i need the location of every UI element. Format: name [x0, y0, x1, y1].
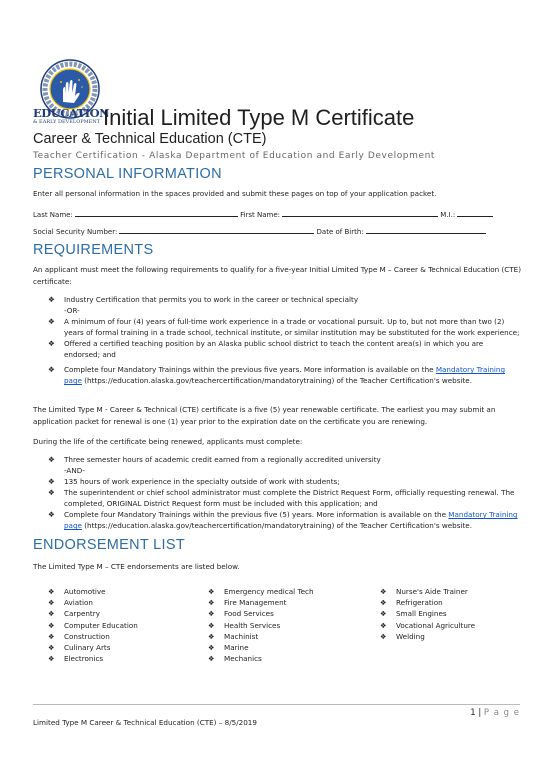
list-item: ❖ Complete four Mandatory Trainings within the previous five years. More information is available on the Mandatory Training page (https://education.alaska.gov/teachercertification/mandatorytraining) of the Teacher Certification's website.	[48, 365, 506, 385]
department-name: Teacher Certification - Alaska Department of Education and Early Development	[33, 151, 436, 161]
list-item: ❖ A minimum of four (4) years of full-time work experience in a trade or vocational pursuit. Up to, but not more than two (2) years of formal training in a trade school, technical institute, or similar institution may be substituted for the work experience;	[48, 317, 520, 337]
renewal-during-intro: During the life of the certificate being renewed, applicants must complete:	[33, 437, 303, 446]
requirements-list	[48, 294, 520, 386]
ssn-label: Social Security Number:	[33, 228, 118, 236]
bullet-icon: ❖	[48, 510, 55, 519]
endorsement-column-1	[48, 586, 208, 664]
mandatory-training-link[interactable]: Mandatory Training page	[64, 365, 506, 385]
middle-initial-field[interactable]	[457, 209, 493, 217]
dob-field[interactable]	[366, 226, 486, 234]
page-subtitle: Career & Technical Education (CTE)	[33, 131, 267, 147]
department-logo	[33, 108, 109, 125]
bullet-icon: ❖	[48, 609, 55, 619]
endorsement-heading: ENDORSEMENT LIST	[33, 537, 185, 553]
renewal-paragraph: The Limited Type M - Career & Technical (CTE) certificate is a five (5) year renewable certificate. The earliest you may submit an application packet for renewal is one (1) year prior to the expiration date on the certificate you are renewing.	[33, 405, 496, 426]
bullet-icon: ❖	[208, 654, 215, 664]
mandatory-training-link-renewal[interactable]: Mandatory Training page	[64, 510, 518, 530]
footer-divider	[33, 704, 520, 705]
bullet-icon: ❖	[48, 477, 55, 486]
bullet-icon: ❖	[48, 598, 55, 608]
bullet-icon: ❖	[208, 620, 215, 630]
personal-info-instructions: Enter all personal information in the spaces provided and submit these pages on top of your application packet.	[33, 189, 437, 198]
endorsement-item: ❖ Emergency medical Tech	[208, 587, 314, 596]
last-name-label: Last Name:	[33, 211, 73, 219]
endorsement-item: ❖ Machinist	[208, 631, 259, 641]
list-item: ❖ 135 hours of work experience in the specialty outside of work with students;	[48, 477, 340, 486]
page-number: 1 | P a g e	[470, 708, 520, 718]
endorsement-item: ❖ Construction	[48, 631, 110, 641]
endorsement-item: ❖ Marine	[208, 643, 249, 653]
bullet-icon: ❖	[48, 365, 55, 374]
last-name-field[interactable]	[75, 209, 238, 217]
endorsement-item: ❖ Health Services	[208, 620, 281, 630]
endorsement-item: ❖ Electronics	[48, 654, 104, 664]
endorsement-item: ❖ Fire Management	[208, 598, 287, 608]
and-separator: -AND-	[64, 466, 85, 475]
bullet-icon: ❖	[380, 587, 387, 596]
page-title: Initial Limited Type M Certificate	[103, 105, 415, 130]
bullet-icon: ❖	[380, 631, 387, 641]
footer-document-info: Limited Type M Career & Technical Education (CTE) – 8/5/2019	[33, 718, 257, 727]
bullet-icon: ❖	[48, 631, 55, 641]
bullet-icon: ❖	[48, 587, 55, 596]
endorsement-item: ❖ Automotive	[48, 587, 106, 596]
first-name-label: First Name:	[240, 211, 281, 219]
endorsement-intro: The Limited Type M – CTE endorsements are listed below.	[33, 562, 240, 571]
logo-line-education: EDUCATION	[33, 106, 110, 120]
endorsement-column-2	[208, 586, 368, 664]
requirements-intro: An applicant must meet the following requirements to qualify for a five-year Initial Limited Type M – Career & Technical Education (CTE) certificate:	[33, 265, 522, 286]
endorsement-item: ❖ Computer Education	[48, 620, 138, 630]
bullet-icon: ❖	[48, 295, 55, 304]
list-item: ❖ Complete four Mandatory Trainings within the previous five (5) years. More information is available on the Mandatory Training page (https://education.alaska.gov/teachercertification/mandatorytraining) of the Teacher Certification's website.	[48, 510, 518, 530]
list-item: ❖ Industry Certification that permits you to work in the career or technical specialty	[48, 295, 359, 304]
personal-info-heading: PERSONAL INFORMATION	[33, 166, 222, 182]
bullet-icon: ❖	[380, 598, 387, 608]
id-fields-row	[33, 226, 523, 239]
list-item: ❖ Offered a certified teaching position by an Alaska public school district to teach the content area(s) in which you are endorsed; and	[48, 339, 484, 359]
or-separator: -OR-	[64, 306, 80, 315]
bullet-icon: ❖	[380, 620, 387, 630]
first-name-field[interactable]	[282, 209, 438, 217]
endorsement-item: ❖ Mechanics	[208, 654, 262, 664]
bullet-icon: ❖	[48, 455, 55, 464]
endorsement-item: ❖ Refrigeration	[380, 598, 443, 608]
ssn-field[interactable]	[119, 226, 314, 234]
document-header	[33, 58, 533, 163]
endorsement-item: ❖ Food Services	[208, 609, 274, 619]
bullet-icon: ❖	[380, 609, 387, 619]
bullet-icon: ❖	[48, 339, 55, 348]
bullet-icon: ❖	[48, 317, 55, 326]
bullet-icon: ❖	[208, 609, 215, 619]
requirements-heading: REQUIREMENTS	[33, 242, 154, 258]
name-fields-row	[33, 209, 523, 222]
bullet-icon: ❖	[48, 620, 55, 630]
list-item: ❖ Three semester hours of academic credit earned from a regionally accredited university	[48, 455, 381, 464]
bullet-icon: ❖	[208, 631, 215, 641]
list-item: ❖ The superintendent or chief school administrator must complete the District Request Form, officially requesting renewal. The completed, ORIGINAL District Request form must be included with this application; and	[48, 488, 515, 508]
bullet-icon: ❖	[48, 654, 55, 664]
endorsement-item: ❖ Culinary Arts	[48, 643, 111, 653]
logo-line-development: & EARLY DEVELOPMENT	[33, 119, 101, 125]
endorsement-column-3	[380, 586, 540, 642]
endorsement-item: ❖ Aviation	[48, 598, 93, 608]
bullet-icon: ❖	[48, 488, 55, 497]
middle-initial-label: M.I.:	[440, 211, 456, 219]
dob-label: Date of Birth:	[316, 228, 364, 236]
endorsement-item: ❖ Nurse's Aide Trainer	[380, 587, 468, 596]
bullet-icon: ❖	[208, 598, 215, 608]
endorsement-item: ❖ Vocational Agriculture	[380, 620, 476, 630]
endorsement-item: ❖ Small Engines	[380, 609, 447, 619]
endorsement-item: ❖ Carpentry	[48, 609, 100, 619]
renewal-list	[48, 454, 520, 531]
bullet-icon: ❖	[208, 643, 215, 653]
bullet-icon: ❖	[208, 587, 215, 596]
endorsement-item: ❖ Welding	[380, 631, 425, 641]
bullet-icon: ❖	[48, 643, 55, 653]
